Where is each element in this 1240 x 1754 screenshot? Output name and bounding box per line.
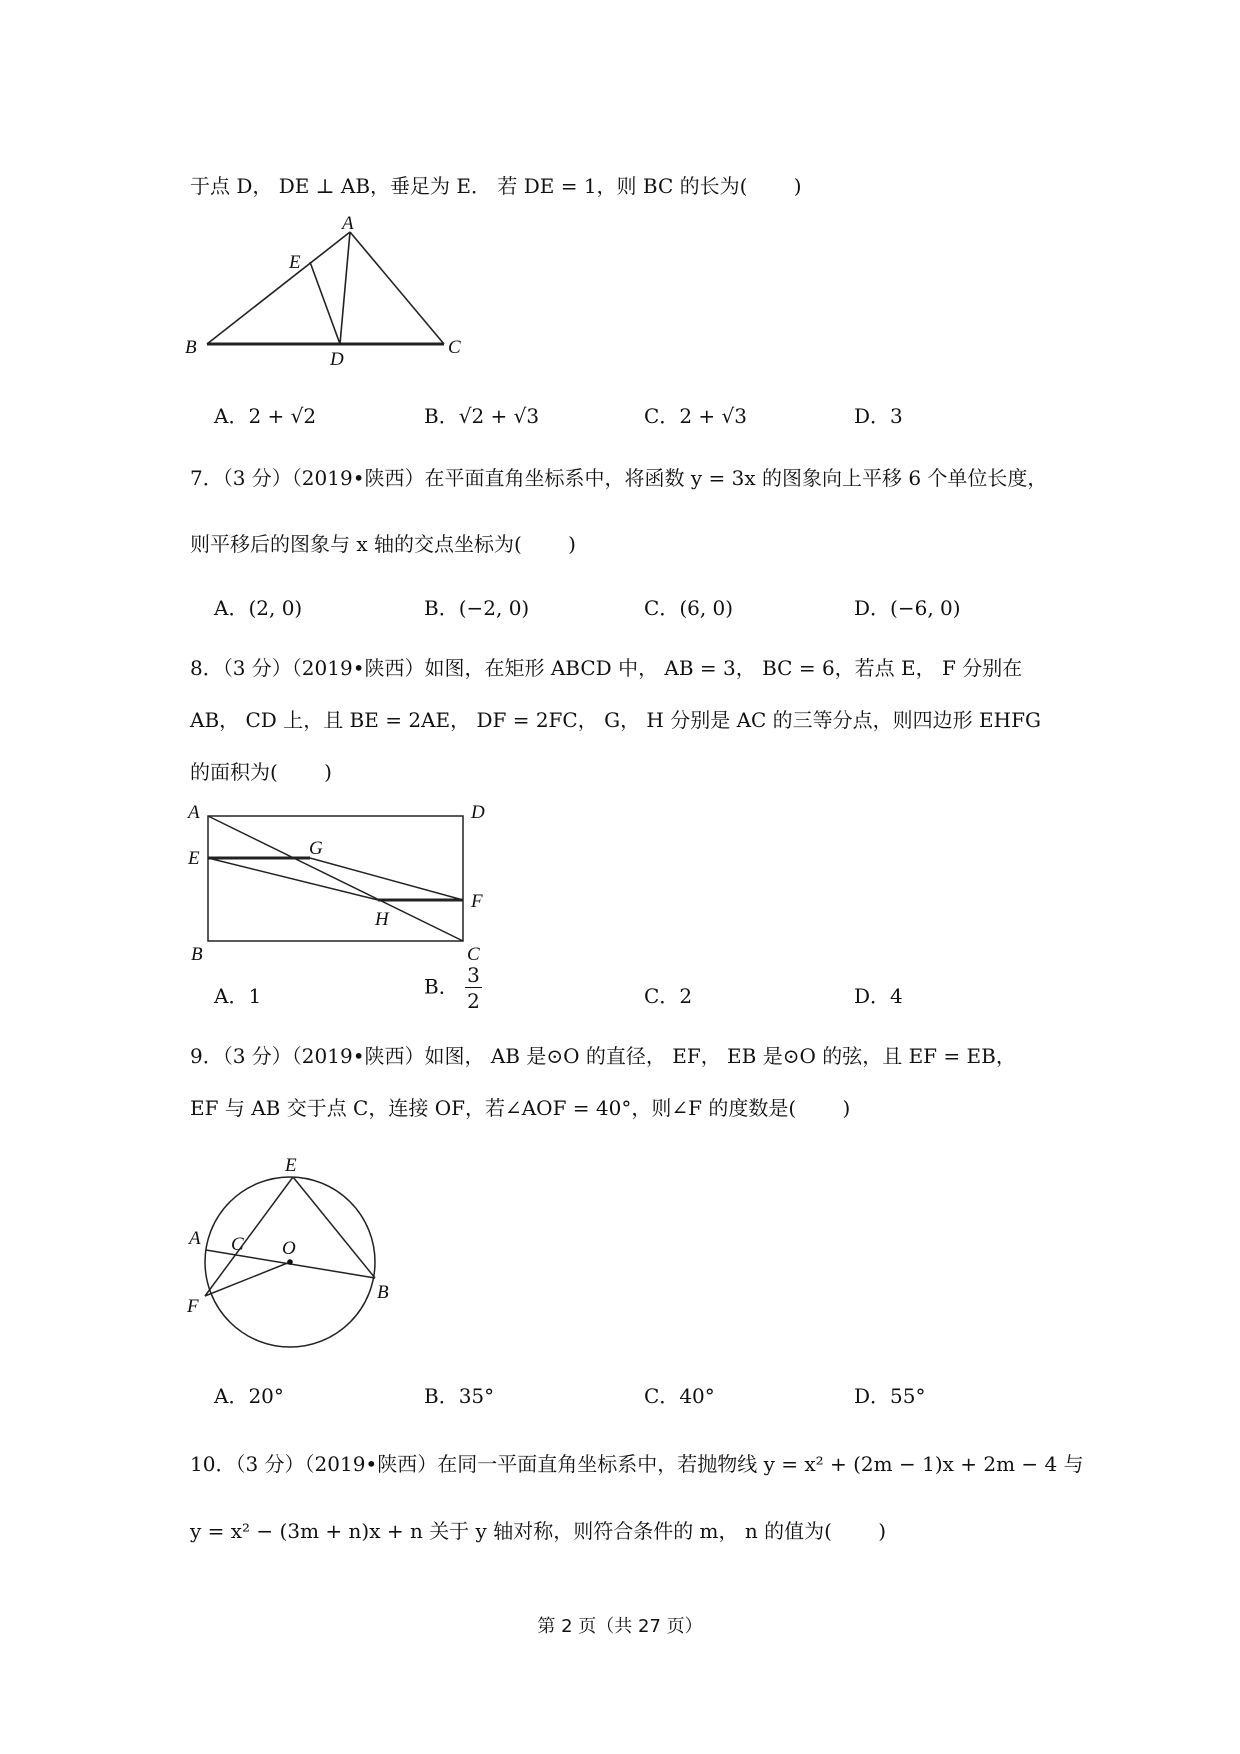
q8-label-a: A xyxy=(188,802,200,823)
q9-label-a: A xyxy=(189,1228,201,1249)
q8-option-b[interactable]: B． $\frac{3}{2}$ xyxy=(424,963,480,1013)
q10-line2: y = x² − (3m + n)x + n 关于 y 轴对称，则符合条件的 m， n 的值为( ) xyxy=(190,1519,887,1543)
q9-circle-figure xyxy=(185,1140,405,1355)
q6-option-b[interactable]: B．√2 + √3 xyxy=(424,404,540,428)
q8-label-e: E xyxy=(188,848,200,869)
q10-line1: 10．（3 分）（2019•陕西）在同一平面直角坐标系中，若抛物线 y = x² + (2m − 1)x + 2m − 4 与 xyxy=(190,1452,1084,1476)
q6-triangle-figure xyxy=(185,213,525,370)
q7-option-b[interactable]: B．(−2, 0) xyxy=(424,596,530,620)
q6-label-e: E xyxy=(289,252,301,273)
q8-label-f: F xyxy=(471,891,483,912)
q7-option-c[interactable]: C．(6, 0) xyxy=(644,596,734,620)
q8-option-a[interactable]: A．1 xyxy=(214,984,262,1008)
q9-option-d[interactable]: D．55° xyxy=(854,1384,926,1408)
q9-label-b: B xyxy=(377,1282,389,1303)
q9-label-c: C xyxy=(231,1234,244,1255)
q9-label-o: O xyxy=(282,1238,296,1259)
q9-line1: 9．（3 分）（2019•陕西）如图， AB 是⊙O 的直径， EF， EB 是⊙O 的弦，且 EF = EB， xyxy=(190,1044,1016,1068)
fraction: $\frac{3}{2}$ xyxy=(467,963,480,1013)
q8-label-d: D xyxy=(471,802,485,823)
q8-label-b: B xyxy=(191,944,203,965)
q8-label-g: G xyxy=(309,838,323,859)
q7-option-a[interactable]: A．(2, 0) xyxy=(214,596,303,620)
q8-line1: 8．（3 分）（2019•陕西）如图，在矩形 ABCD 中， AB = 3， BC = 6，若点 E， F 分别在 xyxy=(190,656,1023,680)
q6-option-d[interactable]: D．3 xyxy=(854,404,903,428)
q9-label-f: F xyxy=(187,1296,199,1317)
q6-option-a[interactable]: A．2 + √2 xyxy=(214,404,317,428)
q8-line3: 的面积为( ) xyxy=(190,760,332,784)
q8-line2: AB， CD 上，且 BE = 2AE， DF = 2FC， G， H 分别是 AC 的三等分点，则四边形 EHFG xyxy=(190,708,1041,732)
q8-rectangle-figure xyxy=(185,800,505,965)
q6-label-a: A xyxy=(342,213,354,234)
q8-label-h: H xyxy=(375,909,389,930)
q9-label-e: E xyxy=(285,1155,297,1176)
q9-option-b[interactable]: B．35° xyxy=(424,1384,495,1408)
q8-label-c: C xyxy=(467,944,480,965)
q7-line2: 则平移后的图象与 x 轴的交点坐标为( ) xyxy=(190,532,576,556)
q9-option-c[interactable]: C．40° xyxy=(644,1384,715,1408)
q9-option-a[interactable]: A．20° xyxy=(214,1384,284,1408)
q8-option-d[interactable]: D．4 xyxy=(854,984,903,1008)
q6-stem: 于点 D， DE ⊥ AB，垂足为 E． 若 DE = 1，则 BC 的长为( ) xyxy=(190,174,802,198)
q9-line2: EF 与 AB 交于点 C，连接 OF，若∠AOF = 40°，则∠F 的度数是( ) xyxy=(190,1096,851,1120)
q6-label-c: C xyxy=(448,337,461,358)
q7-line1: 7．（3 分）（2019•陕西）在平面直角坐标系中，将函数 y = 3x 的图象向上平移 6 个单位长度， xyxy=(190,466,1048,490)
page-footer: 第 2 页（共 27 页） xyxy=(537,1616,703,1637)
q7-option-d[interactable]: D．(−6, 0) xyxy=(854,596,961,620)
q8-option-c[interactable]: C．2 xyxy=(644,984,693,1008)
q6-option-c[interactable]: C．2 + √3 xyxy=(644,404,747,428)
q6-label-b: B xyxy=(185,337,197,358)
q6-label-d: D xyxy=(330,349,344,370)
